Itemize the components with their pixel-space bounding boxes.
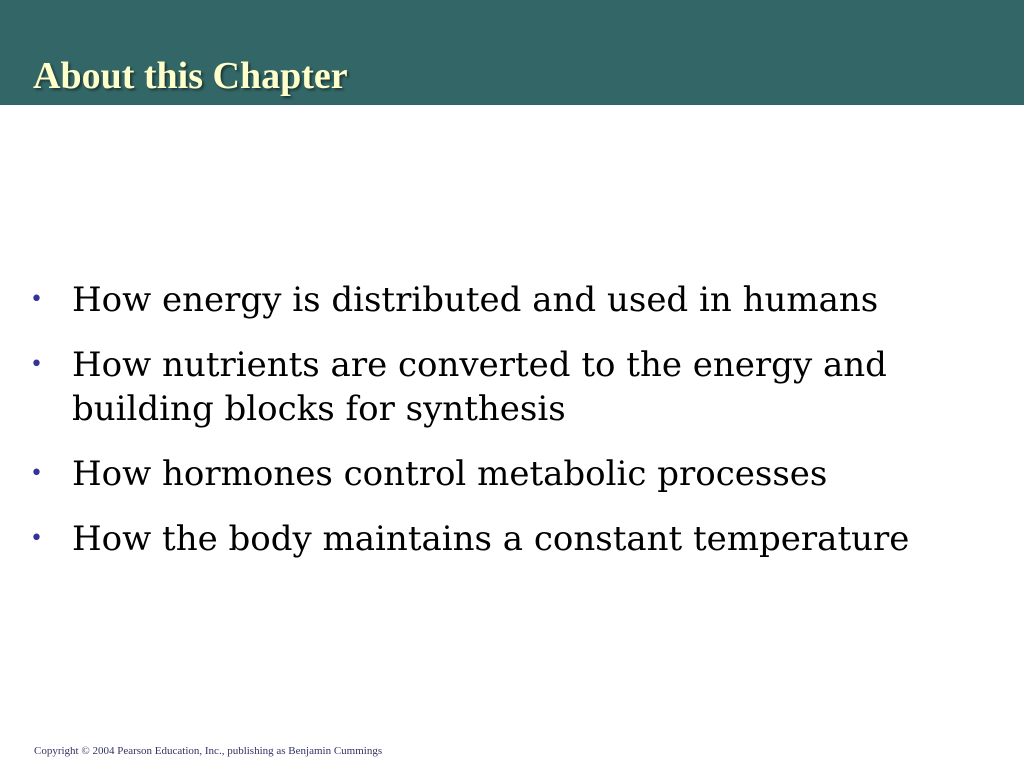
slide-title: About this Chapter [33, 55, 348, 97]
title-bar [0, 0, 1024, 105]
bullet-marker: • [30, 287, 43, 312]
bullet-item-energy-distribution [30, 278, 1000, 322]
bullet-marker: • [30, 461, 43, 486]
bullet-item-temperature-regulation [30, 517, 1000, 561]
bullet-item-nutrient-conversion [30, 343, 1000, 431]
bullet-text: How energy is distributed and used in humans [72, 280, 879, 320]
bullet-text: How hormones control metabolic processes [72, 454, 828, 494]
bullet-list [30, 278, 1000, 582]
footer-copyright: Copyright © 2004 Pearson Education, Inc., publishing as Benjamin Cummings [34, 745, 383, 757]
bullet-text: How the body maintains a constant temperature [72, 519, 910, 559]
bullet-marker: • [30, 352, 43, 377]
bullet-marker: • [30, 526, 43, 551]
bullet-item-hormone-control [30, 452, 1000, 496]
bullet-text: How nutrients are converted to the energy and building blocks for synthesis [72, 345, 887, 429]
